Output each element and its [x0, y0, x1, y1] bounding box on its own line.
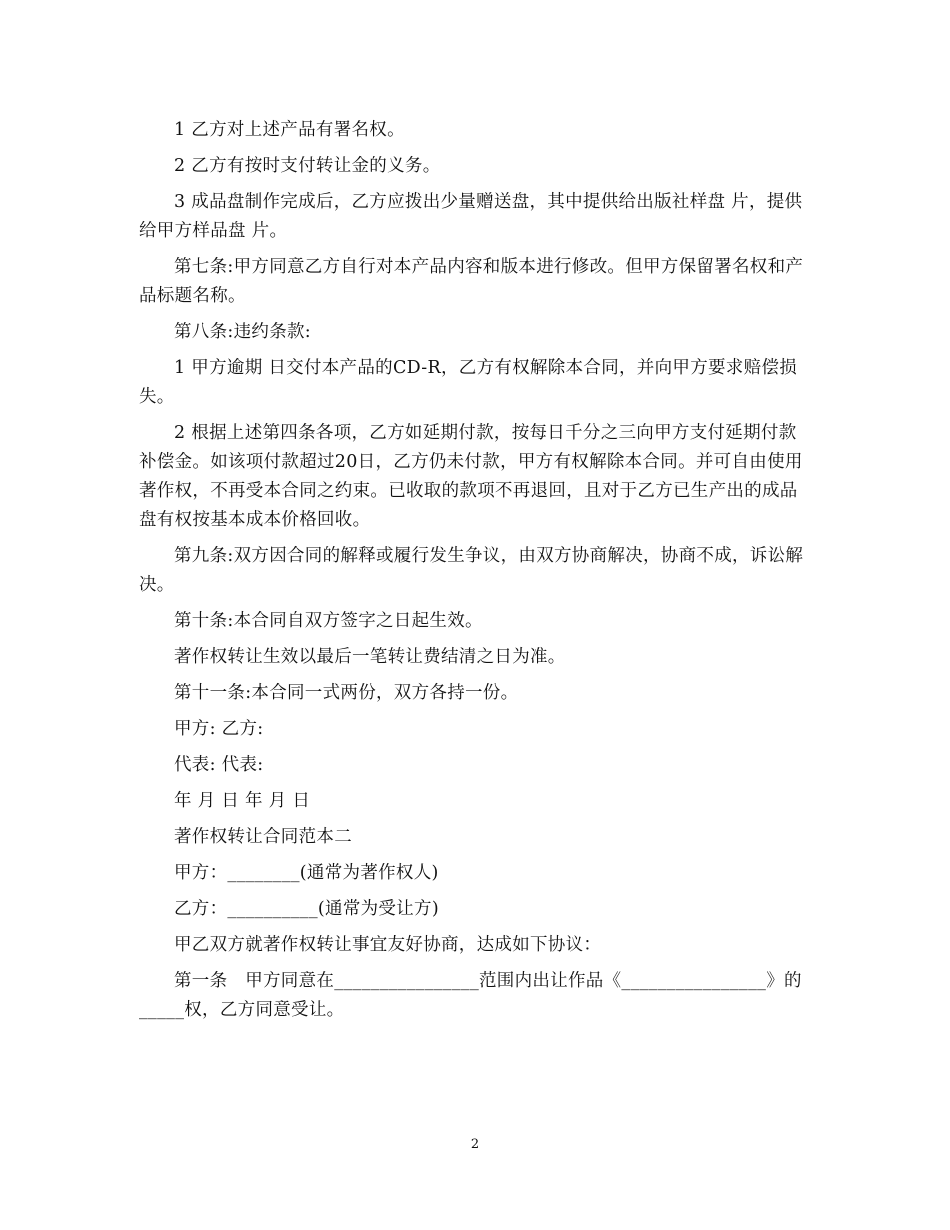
section-title: 著作权转让合同范本二 [174, 827, 352, 847]
clause-paragraph: 著作权转让生效以最后一笔转让费结清之日为准。 [174, 647, 566, 667]
document-body [139, 116, 811, 1032]
clause-paragraph: 第九条:双方因合同的解释或履行发生争议，由双方协商解决，协商不成，诉讼解决。 [139, 546, 804, 595]
clause-paragraph: 2 乙方有按时支付转让金的义务。 [174, 156, 441, 176]
page-number: 2 [470, 1137, 480, 1152]
signature-party-line: 甲方: 乙方: [174, 719, 264, 739]
clause-paragraph: 第一条 甲方同意在________________范围内出让作品《________________》的_____权，乙方同意受让。 [139, 971, 802, 1020]
clause-paragraph: 1 乙方对上述产品有署名权。 [174, 120, 405, 140]
party-b-line: 乙方：__________(通常为受让方) [174, 899, 439, 919]
clause-paragraph: 3 成品盘制作完成后，乙方应拨出少量赠送盘，其中提供给出版社样盘 片，提供给甲方样品盘 片。 [139, 192, 803, 241]
clause-paragraph: 第十一条:本合同一式两份，双方各持一份。 [174, 683, 519, 703]
clause-paragraph: 第七条:甲方同意乙方自行对本产品内容和版本进行修改。但甲方保留署名权和产品标题名称。 [139, 257, 804, 306]
clause-paragraph: 1 甲方逾期 日交付本产品的CD-R，乙方有权解除本合同，并向甲方要求赔偿损失。 [139, 358, 797, 407]
signature-date-line: 年 月 日 年 月 日 [174, 791, 311, 811]
agreement-intro: 甲乙双方就著作权转让事宜友好协商，达成如下协议： [174, 935, 602, 955]
party-a-line: 甲方：________(通常为著作权人) [174, 863, 439, 883]
signature-representative-line: 代表: 代表: [174, 755, 264, 775]
clause-paragraph: 第十条:本合同自双方签字之日起生效。 [174, 611, 483, 631]
clause-heading: 第八条:违约条款: [174, 322, 311, 342]
clause-paragraph: 2 根据上述第四条各项，乙方如延期付款，按每日千分之三向甲方支付延期付款补偿金。如该项付款超过20日，乙方仍未付款，甲方有权解除本合同。并可自由使用著作权，不再受本合同之约束。已收取的款项不再退回，且对于乙方已生产出的成品盘有权按基本成本价格回收。 [139, 423, 803, 530]
